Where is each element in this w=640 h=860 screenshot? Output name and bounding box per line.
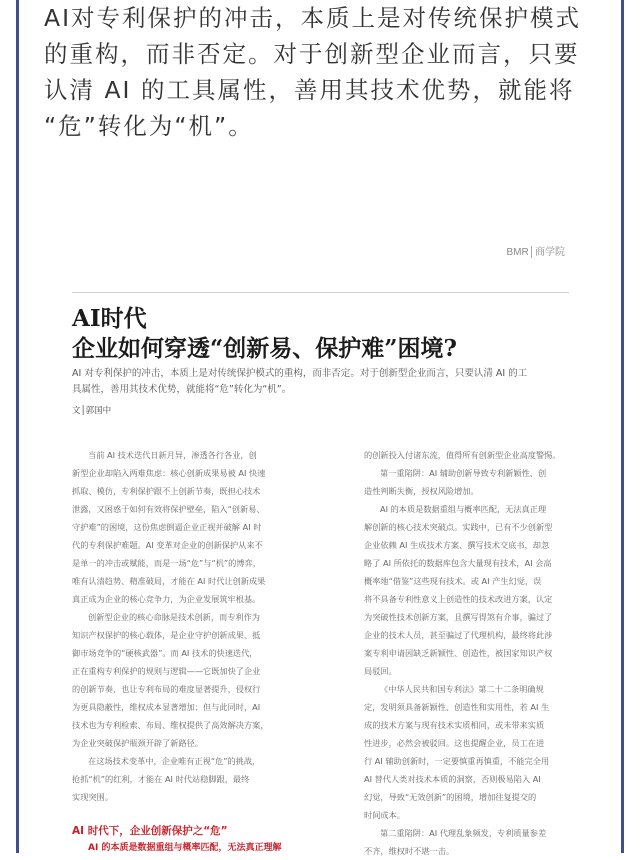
body-text-line: 略了 AI 所依托的数据库包含大量现有技术，AI 会高 bbox=[364, 558, 552, 568]
section-heading: AI 时代下，企业创新保护之“危” bbox=[72, 825, 228, 837]
body-text-line: 企业依赖 AI 生成技术方案、撰写技术交底书，却忽 bbox=[364, 540, 550, 550]
body-text-line: 将不具备专利性意义上创造性的技术改进方案，认定 bbox=[364, 594, 553, 604]
body-text-line: 局驳回。 bbox=[364, 666, 397, 676]
body-text-line: 解创新的核心技术突破点。实践中，已有不少创新型 bbox=[364, 522, 553, 532]
body-text-line: 第一重陷阱：AI 辅助创新导致专利新颖性、创 bbox=[380, 468, 547, 478]
body-text-line: 为企业突破保护瓶颈开辟了新路径。 bbox=[72, 738, 204, 748]
article-title bbox=[72, 304, 592, 364]
body-text-line: 实现突围。 bbox=[72, 792, 113, 802]
article-title-line2: 企业如何穿透“创新易、保护难”困境? bbox=[72, 335, 457, 362]
body-column-left bbox=[72, 446, 277, 806]
body-text-line: 为突破性技术创新方案，且撰写得煞有介事，骗过了 bbox=[364, 612, 553, 622]
lead-line: 具属性，善用其技术优势，就能将“危”转化为“机”。 bbox=[72, 384, 292, 395]
body-text-line: 真正成为企业的核心竞争力，为企业发展筑牢根基。 bbox=[72, 594, 261, 604]
body-text-line: 知识产权保护的核心载体，是企业守护创新成果、抵 bbox=[72, 630, 261, 640]
body-text-line: 不齐，维权时不堪一击。 bbox=[364, 846, 455, 856]
page-frame-left bbox=[16, 0, 19, 853]
body-text-line: 泄露，又困惑于如何有效将保护壁垒，陷入“创新易、 bbox=[72, 504, 265, 514]
body-text-line: 唯有认清趋势、精准破局，才能在 AI 时代让创新成果 bbox=[72, 576, 266, 586]
body-text-line: 成的技术方案与现有技术实质相同，或未带来实质 bbox=[364, 720, 545, 730]
article-author: 文│郭国中 bbox=[72, 406, 112, 416]
page-frame-right bbox=[621, 0, 624, 853]
body-text-line: 抓取、模仿，专利保护跟不上创新节奏，既担心技术 bbox=[72, 486, 261, 496]
body-text-line: 造性判断失衡，授权风险增加。 bbox=[364, 486, 479, 496]
body-text-line: 案专利申请因缺乏新颖性、创造性，被国家知识产权 bbox=[364, 648, 553, 658]
intro-line: “危”转化为“机”。 bbox=[44, 112, 254, 140]
body-text-line: 代的专利保护难题。AI 变革对企业的创新保护从来不 bbox=[72, 540, 263, 550]
body-text-line: 幻觉，导致“无效创新”的困境，增加往复提交的 bbox=[364, 792, 537, 802]
section-subheading: AI 的本质是数据重组与概率匹配，无法真正理解 bbox=[88, 843, 282, 853]
lead-line: AI 对专利保护的冲击，本质上是对传统保护模式的重构，而非否定。对于创新型企业而言，只要认清 AI 的工 bbox=[72, 368, 528, 379]
body-text-line: 守护难”的困境，这份焦虑倒逼企业正视并破解 AI 时 bbox=[72, 522, 262, 532]
body-text-line: 性进步，必然会被驳回。这也提醒企业，员工在进 bbox=[364, 738, 545, 748]
body-text-line: 概率地“借鉴”这些现有技术。或 AI 产生幻觉，误 bbox=[364, 576, 542, 586]
body-column-right bbox=[364, 446, 569, 860]
body-text-line: 企业的技术人员，甚至骗过了代理机构，最终将此涉 bbox=[364, 630, 553, 640]
article-title-line1: AI时代 bbox=[72, 305, 147, 332]
intro-quote bbox=[44, 0, 604, 144]
body-text-line: AI 替代人类对技术本质的洞察，否则极易陷入 AI bbox=[364, 774, 541, 784]
body-text-line: 技术也为专利检索、布局、维权提供了高效解决方案， bbox=[72, 720, 269, 730]
body-text-line: 《中华人民共和国专利法》第二十二条明确规 bbox=[380, 684, 544, 694]
body-text-line: 第二重陷阱：AI 代理乱象频发，专利质量参差 bbox=[380, 828, 547, 838]
body-text-line: 在这场技术变革中，企业唯有正视“危”的挑战， bbox=[88, 756, 261, 766]
body-text-line: 为更具隐蔽性，维权成本显著增加；但与此同时，AI bbox=[72, 702, 261, 712]
body-text-line: AI 的本质是数据重组与概率匹配，无法真正理 bbox=[380, 504, 547, 514]
body-text-line: 当前 AI 技术迭代日新月异，渗透各行各业，创 bbox=[88, 450, 257, 460]
body-text-line: 是单一的冲击或赋能，而是一场“危”与“机”的博弈， bbox=[72, 558, 261, 568]
body-text-line: 御市场竞争的“硬核武器”。而 AI 技术的快速迭代， bbox=[72, 648, 258, 658]
intro-line: 的重构，而非否定。对于创新型企业而言，只要 bbox=[44, 40, 580, 68]
body-text-line: 新型企业却陷入两难焦虑：核心创新成果易被 AI 快速 bbox=[72, 468, 266, 478]
intro-line: AI对专利保护的冲击，本质上是对传统保护模式 bbox=[44, 4, 582, 32]
body-text-line: 时间成本。 bbox=[364, 810, 405, 820]
body-text-line: 的创新节奏，也让专利布局的难度显著提升，侵权行 bbox=[72, 684, 261, 694]
header-divider bbox=[72, 292, 569, 293]
article-lead bbox=[72, 366, 577, 398]
body-text-line: 创新型企业的核心命脉是技术创新，而专利作为 bbox=[88, 612, 260, 622]
magazine-brand: BMR│商学院 bbox=[506, 247, 565, 258]
body-text-line: 抢抓“机”的红利，才能在 AI 时代站稳脚跟，最终 bbox=[72, 774, 250, 784]
body-text-line: 定，发明须具备新颖性、创造性和实用性，若 AI 生 bbox=[364, 702, 550, 712]
body-text-line: 的创新投入付诸东流，值得所有创新型企业高度警惕。 bbox=[364, 450, 561, 460]
body-text-line: 行 AI 辅助创新时，一定要慎重再慎重，不能完全用 bbox=[364, 756, 550, 766]
intro-line: 认清 AI 的工具属性，善用其技术优势，就能将 bbox=[44, 76, 575, 104]
body-text-line: 正在重构专利保护的规则与逻辑——它既加快了企业 bbox=[72, 666, 261, 676]
